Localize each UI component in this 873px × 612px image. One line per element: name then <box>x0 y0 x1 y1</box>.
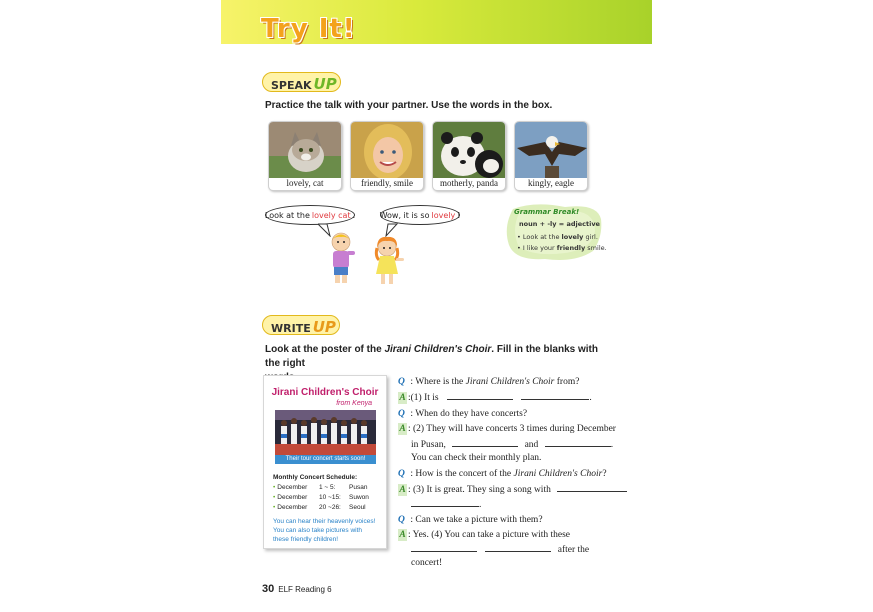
grammar-ex1-pre: • Look at the <box>517 233 560 241</box>
schedule-city: Pusan <box>349 484 368 491</box>
blank-field[interactable] <box>557 483 627 492</box>
grammar-ex2-pre: • I like your <box>517 244 555 252</box>
bullet-icon: • <box>273 484 276 491</box>
schedule-row <box>273 484 368 491</box>
bubble2-highlight: lovely <box>431 210 456 220</box>
write-instr-post1: . Fill in the blanks with the right <box>265 344 598 369</box>
a-label: A <box>399 485 406 495</box>
grammar-break <box>505 203 607 263</box>
a4-l2-post: after the <box>557 545 590 555</box>
blank-field[interactable] <box>452 438 518 447</box>
bubble1-pre: Look at the <box>264 210 310 220</box>
blank-field[interactable] <box>545 438 611 447</box>
poster-tagline: Their tour concert starts soon! <box>275 455 376 464</box>
panda-photo <box>433 122 506 178</box>
grammar-ex2-post: smile. <box>587 244 607 252</box>
card-panda <box>432 121 506 191</box>
q-label: Q <box>398 515 405 525</box>
card-eagle <box>514 121 588 191</box>
blank-field[interactable] <box>411 498 479 507</box>
bubble1-highlight: lovely cat <box>311 210 351 220</box>
grammar-title: Grammar Break! <box>514 208 580 216</box>
speech-bubble-girl <box>380 205 460 225</box>
schedule-month: December <box>277 494 308 501</box>
schedule-row <box>273 504 366 511</box>
header-band <box>221 0 652 44</box>
answer-4 <box>398 529 570 541</box>
poster-note-3: these friendly children! <box>273 536 339 543</box>
schedule-city: Seoul <box>349 504 366 511</box>
a2-line1: : (2) They will have concerts 3 times during December <box>408 424 616 434</box>
answer-3-line-2 <box>411 498 481 511</box>
card-girl <box>350 121 424 191</box>
a3-text: : (3) It is great. They sing a song with <box>408 485 551 495</box>
bullet-icon: • <box>273 504 276 511</box>
girl-character <box>372 236 406 286</box>
schedule-days: 20 ~26: <box>319 504 341 511</box>
answer-2 <box>398 423 616 435</box>
bubble1-post: . <box>352 210 356 220</box>
a-label: A <box>399 530 406 540</box>
schedule-month: December <box>277 504 308 511</box>
grammar-ex1-post: girl. <box>585 233 598 241</box>
poster-note-1: You can hear their heavenly voices! <box>273 518 376 525</box>
write-instr-title: Jirani Children's Choir <box>384 344 492 355</box>
write-badge-up: UP <box>312 318 336 336</box>
q-label: Q <box>398 377 405 387</box>
write-instr-pre: Look at the poster of the <box>265 344 382 355</box>
q-label: Q <box>398 409 405 419</box>
page-title: Try It! <box>261 14 356 44</box>
speech-bubble-boy <box>265 205 355 225</box>
write-badge-text: WRITE <box>271 322 311 335</box>
choir-poster <box>263 375 387 549</box>
period: . <box>479 500 482 510</box>
q3-pre: : How is the concert of the <box>410 469 512 479</box>
poster-from: from Kenya <box>336 400 372 407</box>
bullet-icon: • <box>273 494 276 501</box>
q3-title: Jirani Children's Choir <box>513 469 603 479</box>
question-3 <box>398 468 607 480</box>
poster-title: Jirani Children's Choir <box>271 387 379 398</box>
card-caption-girl: friendly, smile <box>361 178 413 188</box>
period: . <box>610 440 614 450</box>
card-caption-cat: lovely, cat <box>286 178 324 188</box>
schedule-days: 10 ~15: <box>319 494 341 501</box>
speak-badge-up: UP <box>313 75 337 93</box>
bubble2-pre: Wow, it is so <box>379 210 430 220</box>
q2-text: : When do they have concerts? <box>410 409 528 419</box>
a4-line1: : Yes. (4) You can take a picture with these <box>408 530 571 540</box>
question-4 <box>398 514 543 526</box>
schedule-title: Monthly Concert Schedule: <box>273 474 358 481</box>
girl-photo <box>351 122 424 178</box>
page-footer <box>262 583 332 595</box>
a2-l2-mid: and <box>524 440 539 450</box>
card-caption-eagle: kingly, eagle <box>528 178 574 188</box>
boy-character <box>326 231 358 285</box>
schedule-month: December <box>277 484 308 491</box>
blank-field[interactable] <box>521 391 589 400</box>
grammar-ex1-bold: lovely <box>561 233 584 241</box>
a-label: A <box>399 393 406 403</box>
speak-instruction: Practice the talk with your partner. Use the words in the box. <box>265 100 553 111</box>
period: . <box>589 393 592 403</box>
write-up-badge <box>262 315 340 335</box>
card-cat <box>268 121 342 191</box>
schedule-city: Suwon <box>349 494 369 501</box>
eagle-photo <box>515 122 588 178</box>
grammar-rule: noun + -ly = adjective <box>519 220 600 228</box>
answer-4-line-3: concert! <box>411 558 443 568</box>
q1-pre: : Where is the <box>410 377 464 387</box>
card-caption-panda: motherly, panda <box>440 178 498 188</box>
bubble-tail-girl <box>384 223 398 237</box>
speak-badge-text: SPEAK <box>271 79 312 92</box>
q4-text: : Can we take a picture with them? <box>410 515 543 525</box>
schedule-row <box>273 494 369 501</box>
a1-text: :(1) It is <box>408 393 439 403</box>
cat-photo <box>269 122 342 178</box>
q1-post: from? <box>556 377 580 387</box>
speak-up-badge <box>262 72 341 92</box>
schedule-days: 1 ~ 5: <box>319 484 336 491</box>
grammar-ex2-bold: friendly <box>556 244 586 252</box>
bubble2-post: ! <box>457 210 461 220</box>
book-title: ELF Reading 6 <box>278 585 332 594</box>
grammar-example-1 <box>517 233 598 241</box>
q-label: Q <box>398 469 405 479</box>
a2-l2-pre: in Pusan, <box>411 440 446 450</box>
question-1 <box>398 376 579 388</box>
blank-field[interactable] <box>411 543 477 552</box>
poster-note-2: You can also take pictures with <box>273 527 363 534</box>
grammar-example-2 <box>517 244 607 252</box>
blank-field[interactable] <box>485 543 551 552</box>
question-2 <box>398 408 527 420</box>
answer-1 <box>398 391 592 404</box>
answer-2-line-2 <box>411 438 613 451</box>
blank-field[interactable] <box>447 391 513 400</box>
a-label: A <box>399 424 406 434</box>
question-mark: ? <box>602 469 607 479</box>
answer-2-line-3: You can check their monthly plan. <box>411 453 542 463</box>
page-number: 30 <box>262 583 275 595</box>
q1-title: Jirani Children's Choir <box>465 377 555 387</box>
answer-4-line-2 <box>411 543 589 556</box>
answer-3 <box>398 483 627 496</box>
